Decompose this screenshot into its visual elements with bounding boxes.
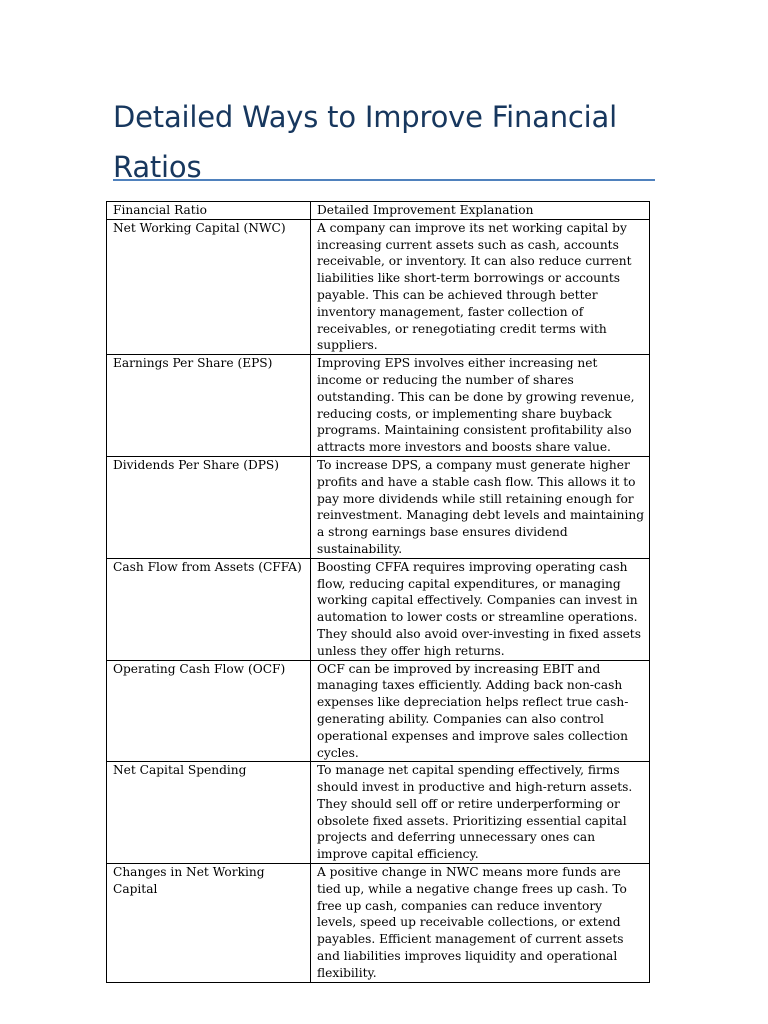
ratio-name: Operating Cash Flow (OCF) — [107, 660, 311, 762]
title-underline — [113, 179, 655, 181]
ratio-name: Net Capital Spending — [107, 762, 311, 864]
ratios-table — [106, 201, 650, 983]
table-row — [107, 355, 650, 457]
header-financial-ratio: Financial Ratio — [107, 202, 311, 220]
table-row — [107, 864, 650, 983]
ratio-explanation: Improving EPS involves either increasing net income or reducing the number of shares outstanding. This can be done by growing revenue, reducing costs, or implementing share buyback programs. Maintaining consistent profitability also attracts more investors and boosts share value. — [311, 355, 650, 457]
document-title: Detailed Ways to Improve Financial Ratios — [113, 100, 617, 184]
ratio-name: Earnings Per Share (EPS) — [107, 355, 311, 457]
ratio-name: Cash Flow from Assets (CFFA) — [107, 558, 311, 660]
table-row — [107, 219, 650, 354]
ratio-name: Changes in Net Working Capital — [107, 864, 311, 983]
ratio-explanation: A company can improve its net working capital by increasing current assets such as cash, accounts receivable, or inventory. It can also reduce current liabilities like short-term borrowings or accounts payable. This can be achieved through better inventory management, faster collection of receivables, or renegotiating credit terms with suppliers. — [311, 219, 650, 354]
ratio-explanation: To manage net capital spending effectively, firms should invest in productive and high-return assets. They should sell off or retire underperforming or obsolete fixed assets. Prioritizing essential capital projects and deferring unnecessary ones can improve capital efficiency. — [311, 762, 650, 864]
header-explanation: Detailed Improvement Explanation — [311, 202, 650, 220]
table-header-row — [107, 202, 650, 220]
ratio-explanation: To increase DPS, a company must generate higher profits and have a stable cash flow. This allows it to pay more dividends while still retaining enough for reinvestment. Managing debt levels and maintaining a strong earnings base ensures dividend sustainability. — [311, 456, 650, 558]
table-row — [107, 660, 650, 762]
table-row — [107, 558, 650, 660]
ratio-name: Dividends Per Share (DPS) — [107, 456, 311, 558]
table-row — [107, 762, 650, 864]
ratio-explanation: OCF can be improved by increasing EBIT and managing taxes efficiently. Adding back non-cash expenses like depreciation helps reflect true cash-generating ability. Companies can also control operational expenses and improve sales collection cycles. — [311, 660, 650, 762]
table-row — [107, 456, 650, 558]
ratio-name: Net Working Capital (NWC) — [107, 219, 311, 354]
ratio-explanation: Boosting CFFA requires improving operating cash flow, reducing capital expenditures, or managing working capital effectively. Companies can invest in automation to lower costs or streamline operations. They should also avoid over-investing in fixed assets unless they offer high returns. — [311, 558, 650, 660]
ratio-explanation: A positive change in NWC means more funds are tied up, while a negative change frees up cash. To free up cash, companies can reduce inventory levels, speed up receivable collections, or extend payables. Efficient management of current assets and liabilities improves liquidity and operational flexibility. — [311, 864, 650, 983]
